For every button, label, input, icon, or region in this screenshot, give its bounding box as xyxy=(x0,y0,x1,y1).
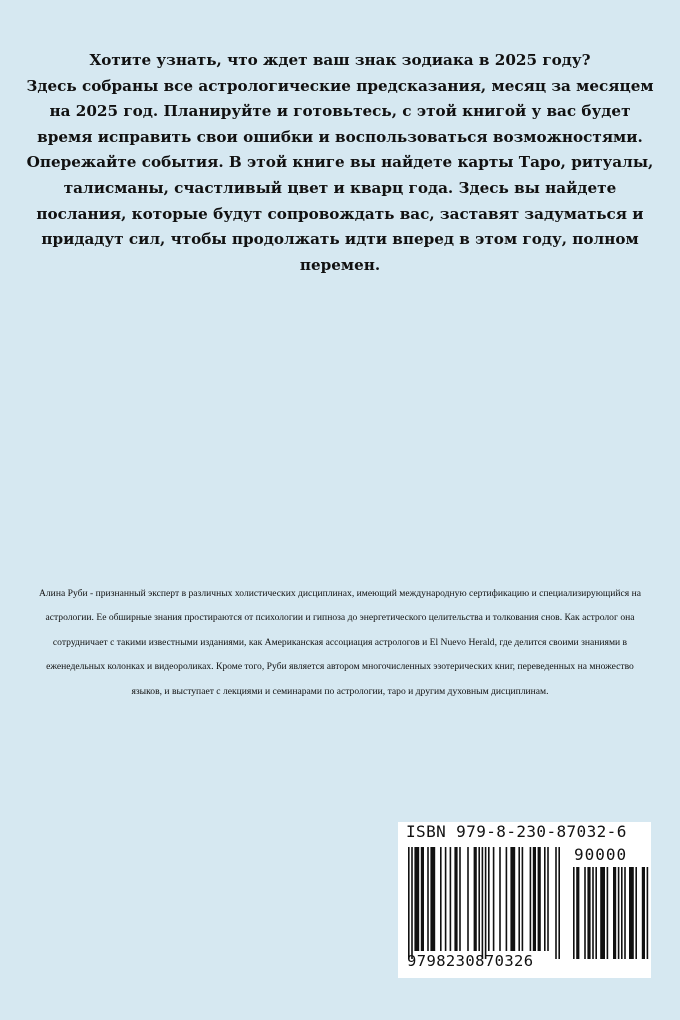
barcode-bar xyxy=(478,847,480,951)
barcode-bar xyxy=(555,847,557,959)
addon-bar xyxy=(629,867,634,959)
addon-bar xyxy=(621,867,623,959)
addon-bar xyxy=(595,867,597,959)
barcode-bar xyxy=(530,847,532,951)
barcode-bar xyxy=(414,847,419,951)
barcode-bar xyxy=(408,847,410,959)
barcode-bar xyxy=(499,847,501,951)
addon-bar xyxy=(642,867,645,959)
addon-bar xyxy=(613,867,616,959)
isbn-barcode xyxy=(398,822,651,978)
barcode-bar xyxy=(538,847,541,951)
addon-bar xyxy=(635,867,637,959)
barcode-bar xyxy=(518,847,520,951)
barcode-bar xyxy=(493,847,495,951)
barcode-bar xyxy=(411,847,413,959)
addon-bar xyxy=(600,867,605,959)
barcode-bar xyxy=(506,847,508,951)
barcode-bar xyxy=(558,847,560,959)
addon-bar xyxy=(607,867,609,959)
barcode-bar xyxy=(467,847,469,951)
barcode-bar xyxy=(440,847,442,951)
barcode-bar xyxy=(445,847,447,951)
ean-digits: 9798230870326 xyxy=(407,952,534,970)
barcode-bar xyxy=(485,847,487,959)
addon-bar xyxy=(576,867,579,959)
barcode-bar xyxy=(547,847,549,951)
barcode-bar xyxy=(450,847,452,951)
barcode-bar xyxy=(510,847,515,951)
barcode-bar xyxy=(544,847,546,951)
addon-bar xyxy=(592,867,594,959)
blurb-headline: Хотите узнать, что ждет ваш знак зодиака в 2025 году? xyxy=(89,51,591,69)
author-bio: Алина Руби - признанный эксперт в различных холистических дисциплинах, имеющий международную сертификацию и специализирующийся на астрологии. Ее обширные знания простираются от психологии и гипноза до энергетического целительства и толкования снов. Как астролог она сотрудничает с такими известными изданиями, как Американская ассоциация астрологов и El Nuevo Herald, где делится своими знаниями в еженедельных колонках и видеороликах. Кроме того, Руби является автором многочисленных эзотерических книг, переведенных на множество языков, и выступает с лекциями и семинарами по астрологии, таро и другим духовным дисциплинам. xyxy=(38,588,642,697)
isbn-label: ISBN 979-8-230-87032-6 xyxy=(406,822,627,841)
barcode-bar xyxy=(533,847,536,951)
barcode-bar xyxy=(459,847,461,951)
addon-bar xyxy=(587,867,590,959)
addon-bar xyxy=(647,867,649,959)
blurb-body: Здесь собраны все астрологические предсказания, месяц за месяцем на 2025 год. Планируйте и готовьтесь, с этой книгой у вас будет время исправить свои ошибки и воспользоваться возможностями. Опережайте события. В этой книге вы найдете карты Таро, ритуалы, талисманы, счастливый цвет и кварц года. Здесь вы найдете послания, которые будут сопровождать вас, заставят задуматься и придадут сил, чтобы продолжать идти вперед в этом году, полном перемен. xyxy=(26,76,654,274)
barcode-bar xyxy=(427,847,429,951)
addon-bar xyxy=(618,867,620,959)
barcode-bar xyxy=(454,847,457,951)
barcode-bar xyxy=(421,847,424,951)
addon-bar xyxy=(573,867,575,959)
barcode-bar xyxy=(430,847,435,951)
addon-bar xyxy=(624,867,626,959)
barcode-bar xyxy=(488,847,490,951)
barcode-bar xyxy=(474,847,477,951)
barcode-bar xyxy=(522,847,524,951)
back-cover-blurb xyxy=(24,48,656,278)
addon-bar xyxy=(584,867,586,959)
barcode-bar xyxy=(482,847,484,959)
price-code: 90000 xyxy=(574,845,628,864)
